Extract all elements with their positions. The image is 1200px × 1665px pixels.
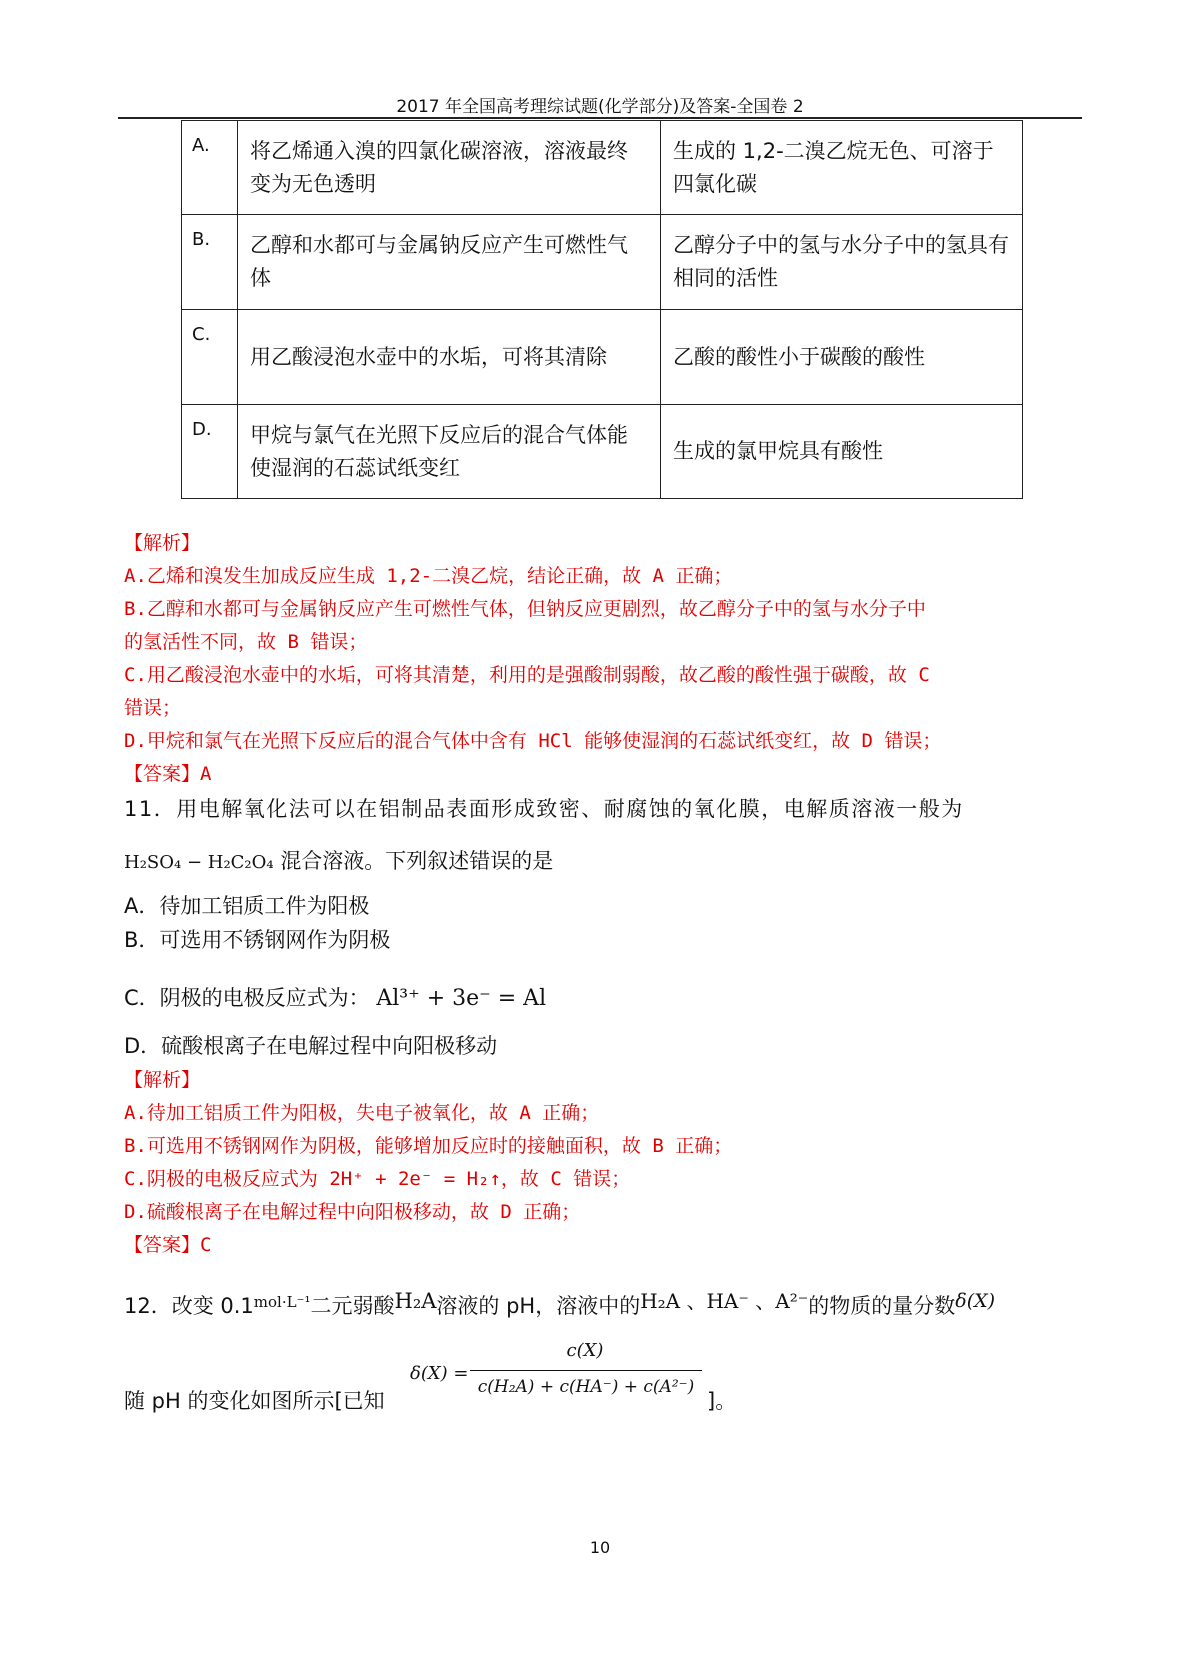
stem-part: 12．改变 0.1 bbox=[124, 1294, 254, 1318]
delta-symbol: δ(X) bbox=[955, 1290, 996, 1312]
conclusion-cell: 乙酸的酸性小于碳酸的酸性 bbox=[661, 310, 1023, 405]
question-11-stem-2 bbox=[124, 845, 553, 875]
experiment-cell: 用乙酸浸泡水壶中的水垢，可将其清除 bbox=[238, 310, 661, 405]
answer-line: 【答案】C bbox=[124, 1234, 212, 1256]
analysis-line: 的氢活性不同，故 B 错误； bbox=[124, 631, 368, 653]
answer-line: 【答案】A bbox=[124, 763, 212, 785]
stem-part: 溶液的 pH，溶液中的 bbox=[436, 1294, 641, 1318]
experiment-cell: 乙醇和水都可与金属钠反应产生可燃性气体 bbox=[238, 215, 661, 310]
fraction-bar bbox=[470, 1370, 702, 1371]
analysis-line: D.甲烷和氯气在光照下反应后的混合气体中含有 HCl 能够使湿润的石蕊试纸变红，故 D 错误； bbox=[124, 730, 942, 752]
conclusion-cell: 乙醇分子中的氢与水分子中的氢具有相同的活性 bbox=[661, 215, 1023, 310]
conclusion-cell: 生成的 1,2-二溴乙烷无色、可溶于四氯化碳 bbox=[661, 121, 1023, 215]
analysis-heading: 【解析】 bbox=[124, 532, 201, 554]
analysis-heading: 【解析】 bbox=[124, 1069, 201, 1091]
analysis-line: A.待加工铝质工件为阳极，失电子被氧化，故 A 正确； bbox=[124, 1102, 600, 1124]
page-number: 10 bbox=[589, 1538, 611, 1557]
stem-part: 二元弱酸 bbox=[310, 1294, 395, 1318]
question-11-stem: 11．用电解氧化法可以在铝制品表面形成致密、耐腐蚀的氧化膜，电解质溶液一般为 bbox=[124, 797, 964, 821]
option-b: B．可选用不锈钢网作为阴极 bbox=[124, 928, 391, 952]
row-letter: A. bbox=[182, 121, 238, 215]
option-c-text: C．阴极的电极反应式为： bbox=[124, 986, 370, 1010]
row-letter: C. bbox=[182, 310, 238, 405]
row-letter: D. bbox=[182, 405, 238, 499]
experiment-cell: 将乙烯通入溴的四氯化碳溶液，溶液最终变为无色透明 bbox=[238, 121, 661, 215]
bracket-close: ]。 bbox=[707, 1389, 737, 1413]
analysis-line: B.乙醇和水都可与金属钠反应产生可燃性气体，但钠反应更剧烈，故乙醇分子中的氢与水分子中 bbox=[124, 598, 926, 620]
analysis-line: A.乙烯和溴发生加成反应生成 1,2-二溴乙烷，结论正确，故 A 正确； bbox=[124, 565, 733, 587]
stem-text: 混合溶液。下列叙述错误的是 bbox=[280, 849, 554, 873]
table-row bbox=[182, 121, 1023, 215]
table-row bbox=[182, 405, 1023, 499]
analysis-line: C.用乙酸浸泡水壶中的水垢，可将其清楚，利用的是强酸制弱酸，故乙酸的酸性强于碳酸，故 C bbox=[124, 664, 930, 686]
fraction-denominator: c(H₂A) + c(HA⁻) + c(A²⁻) bbox=[477, 1377, 695, 1397]
analysis-line: B.可选用不锈钢网作为阴极，能够增加反应时的接触面积，故 B 正确； bbox=[124, 1135, 733, 1157]
row-letter: B. bbox=[182, 215, 238, 310]
equation: Al³⁺ + 3e⁻ = Al bbox=[376, 986, 547, 1011]
option-d: D．硫酸根离子在电解过程中向阳极移动 bbox=[124, 1034, 498, 1058]
conclusion-cell: 生成的氯甲烷具有酸性 bbox=[661, 405, 1023, 499]
analysis-line: C.阴极的电极反应式为 2H⁺ + 2e⁻ = H₂↑，故 C 错误； bbox=[124, 1168, 631, 1190]
option-a: A．待加工铝质工件为阳极 bbox=[124, 894, 370, 918]
experiment-cell: 甲烷与氯气在光照下反应后的混合气体能使湿润的石蕊试纸变红 bbox=[238, 405, 661, 499]
options-table bbox=[181, 120, 1023, 499]
species: H₂A 、HA⁻ 、A²⁻ bbox=[640, 1289, 809, 1313]
analysis-line: D.硫酸根离子在电解过程中向阳极移动，故 D 正确； bbox=[124, 1201, 581, 1223]
fraction-numerator: c(X) bbox=[566, 1340, 604, 1361]
question-12-line-2: 随 pH 的变化如图所示[已知 bbox=[124, 1389, 385, 1413]
option-c bbox=[124, 982, 546, 1012]
table-row bbox=[182, 310, 1023, 405]
formula: H₂A bbox=[394, 1289, 437, 1313]
page-header: 2017 年全国高考理综试题(化学部分)及答案-全国卷 2 bbox=[396, 97, 804, 117]
analysis-line: 错误； bbox=[124, 697, 182, 719]
table-row bbox=[182, 215, 1023, 310]
stem-part: 的物质的量分数 bbox=[808, 1294, 956, 1318]
formula: H₂SO₄ − H₂C₂O₄ bbox=[124, 852, 274, 873]
question-12-stem bbox=[124, 1285, 995, 1320]
header-rule bbox=[118, 117, 1082, 119]
unit: mol·L⁻¹ bbox=[253, 1293, 311, 1311]
fraction-left: δ(X) = bbox=[410, 1363, 469, 1384]
